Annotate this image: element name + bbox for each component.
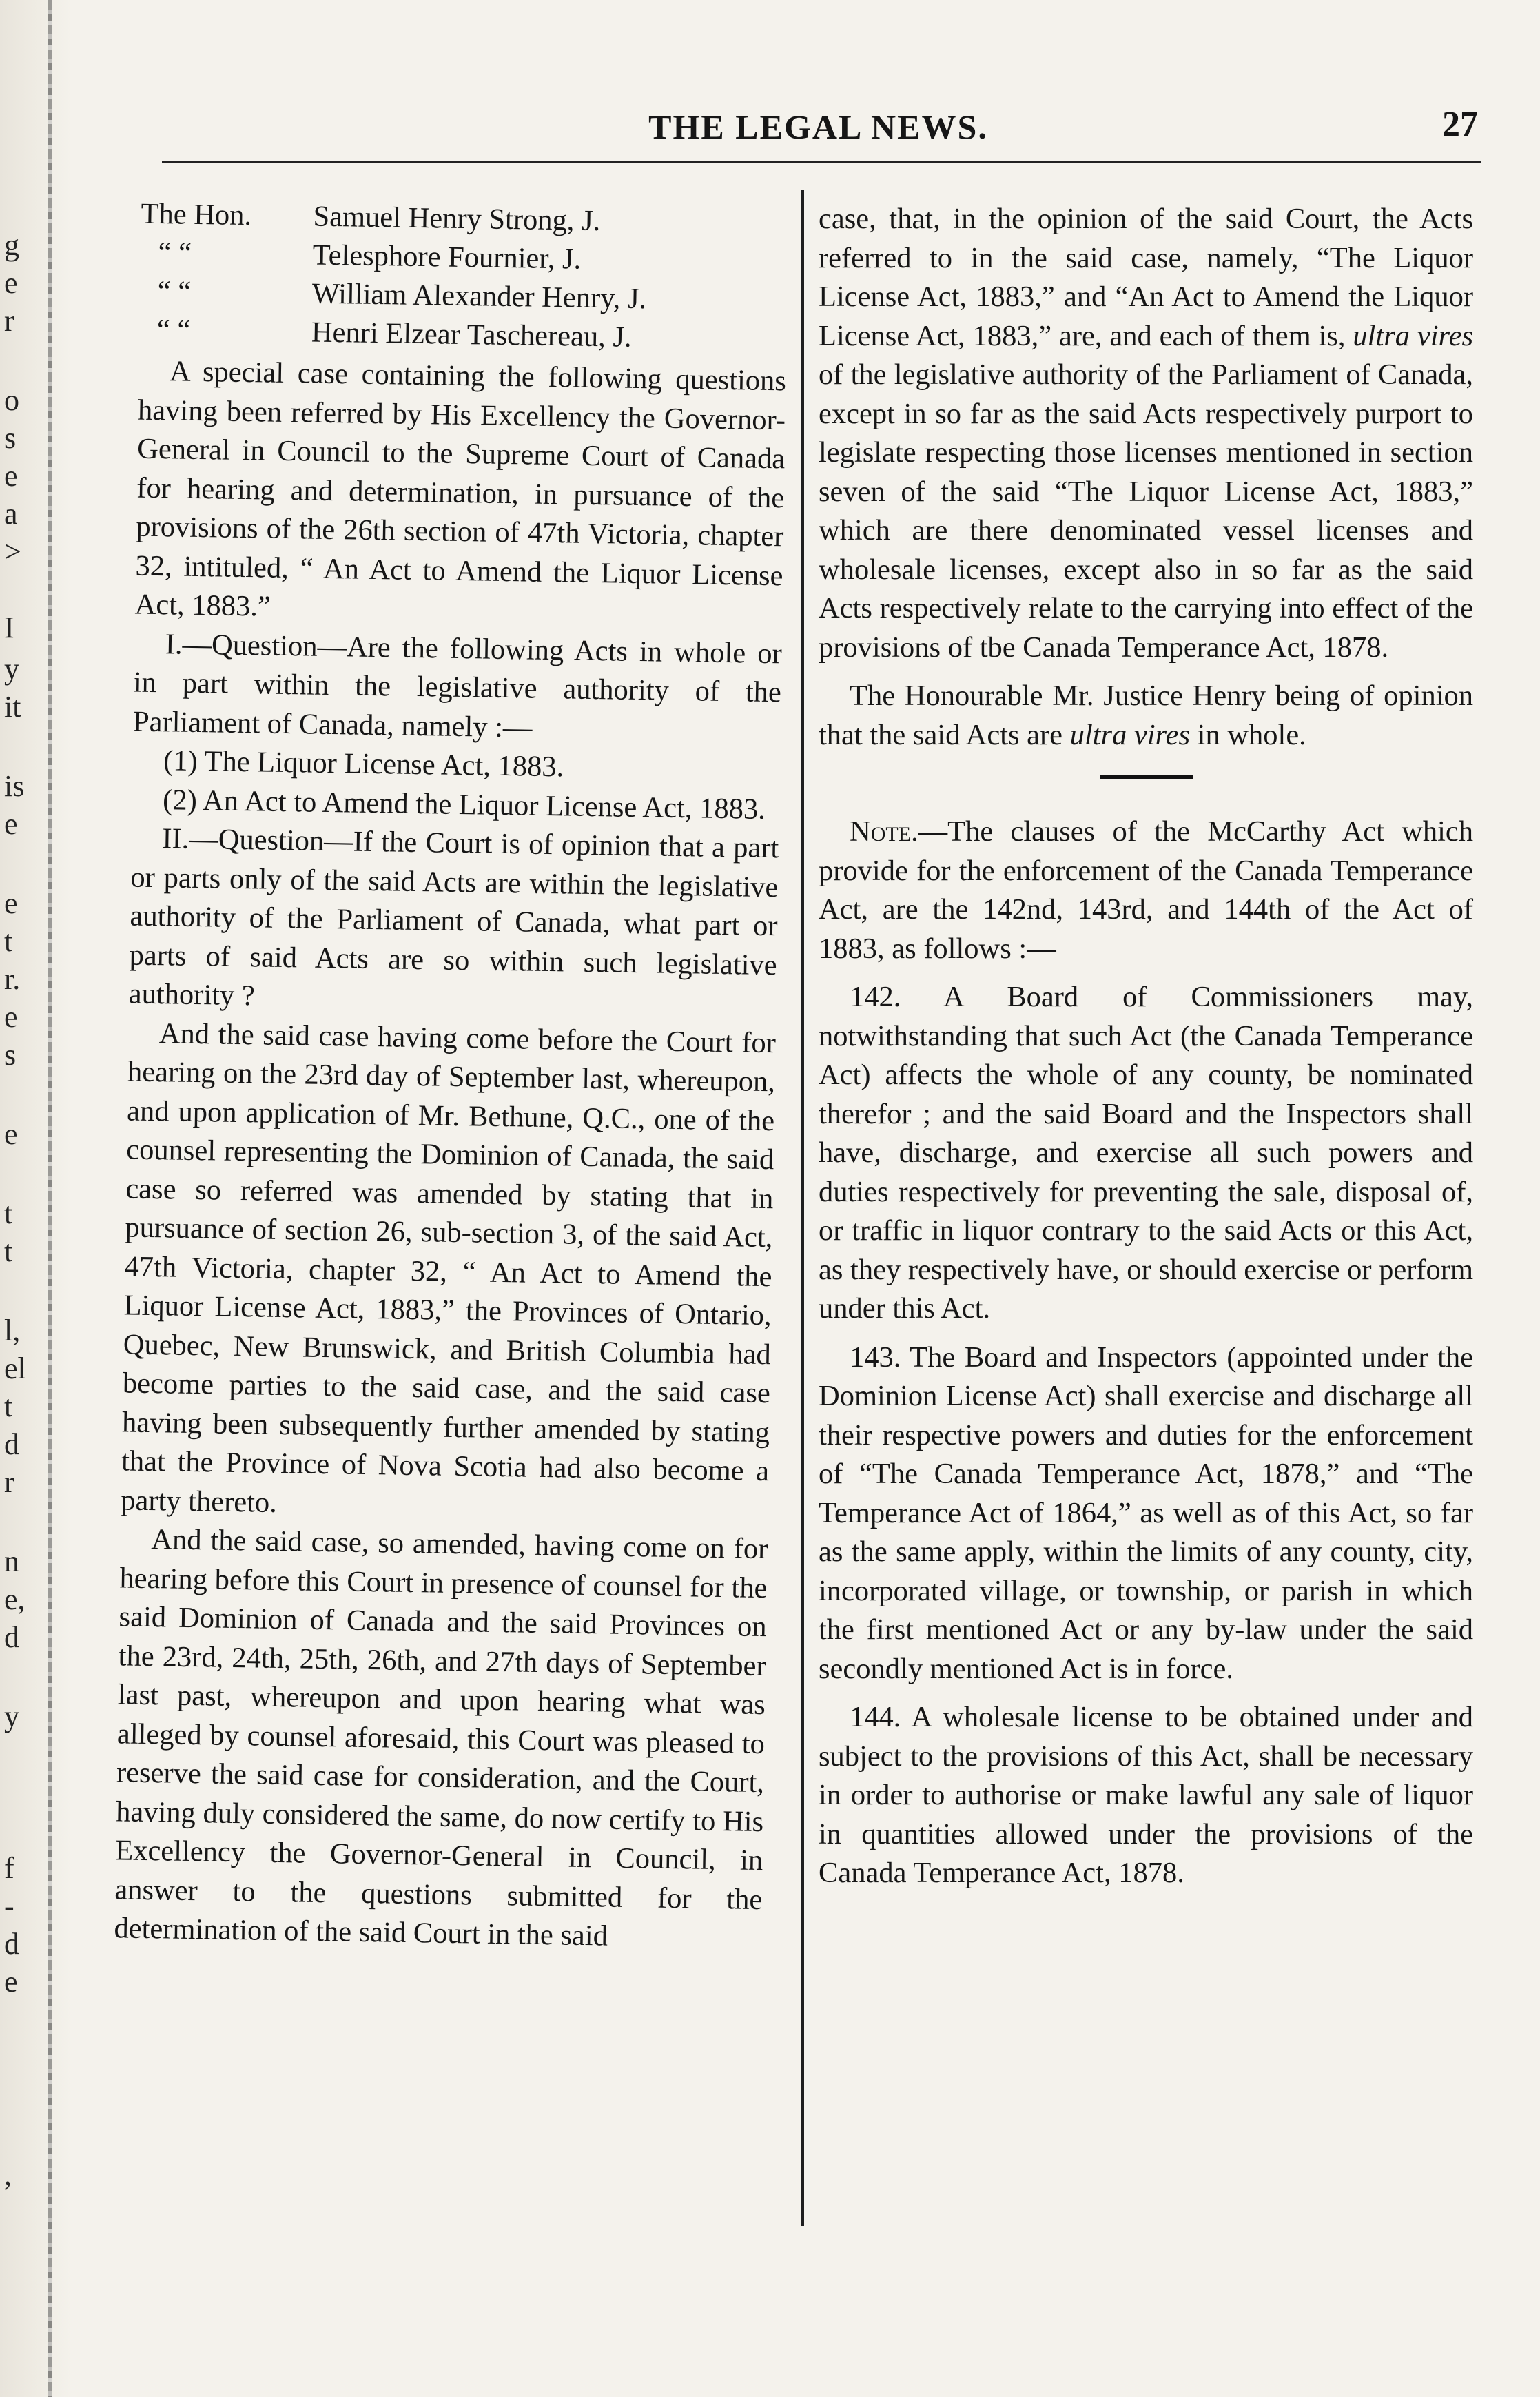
margin-fragment: n bbox=[4, 1544, 19, 1578]
question-one: I.—Question—Are the following Acts in whole or in part within the legislative authority of the Parliament of Canada, namely :— bbox=[132, 627, 783, 744]
margin-fragment: r. bbox=[4, 962, 21, 996]
certification-paragraph: And the said case, so amended, having come on for hearing before this Court in presence of counsel for the said Dominion of Canada and the said Provinces on the 23rd, 24th, 25th, 26th, and 27th days of September last past, whereupon and upon hearing what was alleged by counsel aforesaid, this Court was pleased to reserve the said case for consideration, and the Court, having duly considered the same, do now certify to His Excellency the Governor-General in Council, in answer to the questions submitted for the determination of the said Court in the said bbox=[114, 1523, 768, 1952]
margin-fragment: e bbox=[4, 807, 18, 841]
margin-fragment: f bbox=[4, 1851, 14, 1885]
special-case-paragraph: A special case containing the following questions having been referred by His Excellency the Governor-General in Council to the Supreme Court of Canada for hearing and determination, in pursuance of the provisions of the 26th section of 47th Victoria, chapter 32, intituled, “ An Act to Amend the Liquor License Act, 1883.” bbox=[134, 355, 787, 623]
dissent-paragraph bbox=[819, 677, 1473, 755]
paragraph-spacer bbox=[819, 968, 1473, 978]
hearing-paragraph: And the said case having come before the Court for hearing on the 23rd day of September last, whereupon, and upon application of Mr. Bethune, Q.C., one of the counsel representing the Dominion of Canada, the said case so referred was amended by stating that in pursuance of section 26, sub-section 3, of the said Act, 47th Victoria, chapter 32, “ An Act to Amend the Liquor License Act, 1883,” the Provinces of Ontario, Quebec, New Brunswick, and British Columbia had become parties to the said case, and the said case having been subsequently further amended by stating that the Province of Nova Scotia had also become a party thereto. bbox=[120, 1017, 777, 1519]
margin-fragment: > bbox=[4, 535, 21, 569]
margin-fragment: , bbox=[4, 2158, 12, 2192]
running-head bbox=[158, 107, 1478, 155]
column-divider bbox=[801, 190, 804, 2226]
paragraph-spacer bbox=[819, 1689, 1473, 1698]
margin-fragment: e bbox=[4, 1965, 18, 1999]
section-142: 142. A Board of Commissioners may, notwithstanding that such Act (the Canada Temperance Act) affects the whole of any county, be nominated therefor ; and the said Board and the Inspectors shall have, discharge, and exercise all such powers and duties respectively for preventing the sale, disposal of, or traffic in liquor contrary to the said Acts or this Act, as they respectively have, or should exercise or perform under this Act. bbox=[819, 981, 1473, 1325]
section-separator-rule bbox=[1100, 775, 1193, 779]
margin-fragment: is bbox=[4, 769, 25, 803]
margin-fragment: o bbox=[4, 383, 19, 417]
judge-prefix bbox=[140, 234, 313, 275]
margin-fragment: e bbox=[4, 886, 18, 920]
margin-fragment: r bbox=[4, 1465, 14, 1499]
margin-fragment: e bbox=[4, 1117, 18, 1151]
journal-title: THE LEGAL NEWS. bbox=[648, 108, 988, 146]
judge-prefix bbox=[139, 272, 312, 314]
opinion-text-b: of the legislative authority of the Parliament of Canada, except in so far as the said Acts respectively purport to legislate respecting those licenses mentioned in section seven of the said “The Liquor License Act, 1883,” which are there denominated vessel licenses and wholesale licenses, except also in so far as the said Acts respectively relate to the carrying into effect of the provisions of tbe Canada Temperance Act, 1878. bbox=[819, 358, 1473, 664]
margin-fragment: - bbox=[4, 1889, 14, 1923]
margin-fragment: e bbox=[4, 459, 18, 493]
margin-fragment: e bbox=[4, 1000, 18, 1034]
ditto-mark: “ “ bbox=[157, 275, 192, 308]
right-column bbox=[819, 200, 1473, 1893]
margin-fragment: s bbox=[4, 421, 17, 455]
question-two: II.—Question—If the Court is of opinion that a part or parts only of the said Acts are within the legislative authority of the Parliament of Canada, what part or parts of said Acts are so within such legislative authority ? bbox=[128, 822, 779, 1012]
margin-fragment: d bbox=[4, 1427, 19, 1461]
dissent-text-b: in whole. bbox=[1190, 718, 1306, 751]
act-item-1: (1) The Liquor License Act, 1883. bbox=[163, 744, 564, 784]
header-rule bbox=[162, 161, 1481, 163]
margin-fragment: l, bbox=[4, 1314, 21, 1347]
page-binding-edge bbox=[0, 0, 72, 2397]
margin-fragment: I bbox=[4, 611, 14, 644]
ditto-mark: “ “ bbox=[156, 314, 191, 347]
page-number: 27 bbox=[1442, 105, 1478, 144]
margin-fragment: e bbox=[4, 266, 18, 300]
paragraph-spacer bbox=[819, 1329, 1473, 1338]
margin-fragment: t bbox=[4, 1196, 13, 1230]
judge-name: Telesphore Fournier, J. bbox=[312, 238, 582, 276]
note-label: Note. bbox=[850, 815, 918, 848]
note-text: —The clauses of the McCarthy Act which provide for the enforcement of the Canada Temperance Act, are the 142nd, 143rd, and 144th of the Act of 1883, as follows :— bbox=[819, 815, 1473, 965]
section-144: 144. A wholesale license to be obtained under and subject to the provisions of this Act, shall be necessary in order to authorise or make lawful any sale of liquor in quantities allowed under the provisions of the Canada Temperance Act, 1878. bbox=[819, 1701, 1473, 1889]
margin-fragment: y bbox=[4, 1700, 19, 1733]
ultra-vires-term: ultra vires bbox=[1069, 718, 1191, 751]
judge-name: Henri Elzear Taschereau, J. bbox=[311, 316, 632, 354]
margin-fragment: t bbox=[4, 1234, 13, 1268]
section-143: 143. The Board and Inspectors (appointed under the Dominion License Act) shall exercise and discharge all their respective powers and duties for the enforcement of “The Canada Temperance Act, 1878,” and “The Temperance Act of 1864,” as well as of this Act, so far as the same apply, within the limits of any county, city, incorporated village, or township, or parish in which the first mentioned Act or any by-law under the said secondly mentioned Act is in force. bbox=[819, 1340, 1473, 1685]
opinion-text-a: case, that, in the opinion of the said Court, the Acts referred to in the said case, namely, “The Liquor License Act, 1883,” and “An Act to Amend the Liquor License Act, 1883,” are, and each of them is, bbox=[819, 203, 1473, 352]
ultra-vires-term: ultra vires bbox=[1353, 319, 1473, 352]
margin-fragment: r bbox=[4, 304, 14, 338]
margin-fragment: t bbox=[4, 1389, 13, 1423]
margin-fragment: t bbox=[4, 924, 13, 958]
paragraph-spacer bbox=[819, 667, 1473, 677]
judge-prefix: The Hon. bbox=[141, 197, 252, 232]
margin-fragment: it bbox=[4, 690, 21, 724]
margin-fragment: d bbox=[4, 1927, 19, 1961]
margin-fragment: el bbox=[4, 1352, 26, 1385]
judges-list bbox=[139, 195, 789, 360]
ditto-mark: “ “ bbox=[158, 236, 192, 269]
margin-fragment: y bbox=[4, 652, 19, 686]
dissent-text-a: The Honourable Mr. Justice Henry being of opinion that the said Acts are bbox=[819, 680, 1473, 751]
margin-fragment: d bbox=[4, 1620, 19, 1654]
judge-name: William Alexander Henry, J. bbox=[311, 277, 647, 316]
margin-fragment: e, bbox=[4, 1582, 25, 1616]
judge-name: Samuel Henry Strong, J. bbox=[313, 200, 601, 238]
opinion-paragraph bbox=[819, 200, 1473, 667]
judge-prefix bbox=[139, 311, 312, 352]
act-item-2: (2) An Act to Amend the Liquor License Act, 1883. bbox=[162, 783, 766, 826]
margin-fragment: g bbox=[4, 228, 19, 262]
note-paragraph bbox=[819, 813, 1473, 968]
margin-fragment: a bbox=[4, 497, 18, 531]
left-column bbox=[114, 195, 789, 1959]
margin-fragment: s bbox=[4, 1038, 17, 1072]
